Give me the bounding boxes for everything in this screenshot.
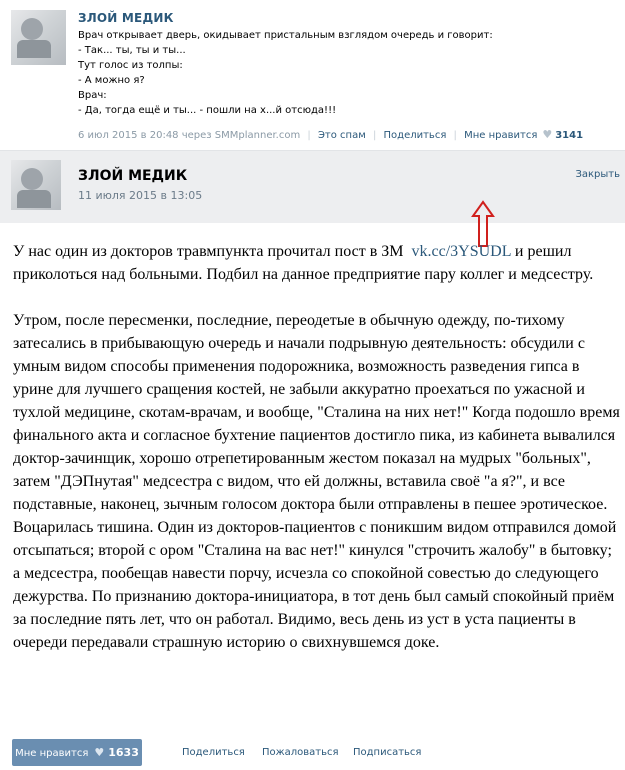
post-date[interactable]: 11 июля 2015 в 13:05 [78, 189, 203, 202]
heart-icon: ♥ [542, 128, 553, 141]
post-header [0, 150, 625, 223]
quoted-line: - А можно я? [78, 75, 145, 86]
post-author-name[interactable]: ЗЛОЙ МЕДИК [78, 168, 188, 184]
quoted-post-text [78, 28, 598, 118]
subscribe-button[interactable]: Подписаться [353, 747, 422, 758]
post-footer [0, 735, 625, 770]
post-paragraph [13, 240, 621, 286]
quoted-line: Врач: [78, 90, 107, 101]
share-link[interactable]: Поделиться [383, 130, 447, 141]
quoted-like-label: Мне нравится [464, 130, 538, 141]
like-count: 1633 [108, 746, 139, 759]
spam-link[interactable]: Это спам [317, 130, 366, 141]
quoted-like-count: 3141 [555, 130, 584, 141]
post-paragraph-text: У нас один из докторов травмпункта прочитал пост в ЗМ [13, 243, 404, 260]
share-button[interactable]: Поделиться [182, 747, 245, 758]
quoted-post-date[interactable]: 6 июл 2015 в 20:48 через SMMplanner.com [78, 130, 301, 141]
post-paragraph: Утром, после пересменки, последние, переодетые в обычную одежду, по-тихому затесались в прибывающую очередь и начали подрывную деятельность: обсудили с умным видом способы применения подорожника, возможность разведения гипса в урине для лучшего сращения костей, не забыли аккуратно проехаться по ужасной и тухлой медицине, скотам-врачам, и вообще, "Сталина на них нет!" Когда подошло время финального акта и согласное бухтение пациентов достигло пика, из кабинета вывалился доктор-зачинщик, хорошо отрепетированным жестом показал на мудрых "больных", затем "ДЭПнутая" медсестра с видом, что ей должны, вставила своё "а я?", и все подставные, наконец, зычным голосом доктора были отправлены в пешее эротическое. Воцарилась тишина. Один из докторов-пациентов с поникшим видом отправился домой отсыпаться; второй с ором "Сталина на вас нет!" кинулся "строчить жалобу" в бытовку; а медсестра, пообещав навести порчу, исчезла со спокойной совестью до следующего дежурства. По признанию доктора-инициатора, в тот день был самый спокойный приём за последние пять лет, что он работал. Видимо, весь день из уст в уста пациенты в очереди передавали страшную историю о свихнувшемся доке. [13, 312, 620, 651]
heart-icon: ♥ [94, 746, 105, 759]
quoted-line: Врач открывает дверь, окидывает пристальным взглядом очередь и говорит: [78, 30, 493, 41]
close-button[interactable]: Закрыть [575, 169, 620, 180]
report-button[interactable]: Пожаловаться [262, 747, 339, 758]
like-button[interactable] [12, 739, 142, 766]
divider: | [372, 130, 377, 141]
quoted-line: - Да, тогда ещё и ты... - пошли на х...й отсюда!!! [78, 105, 337, 116]
quoted-line: - Так... ты, ты и ты... [78, 45, 186, 56]
post-author-avatar[interactable] [11, 160, 61, 210]
quoted-line: Тут голос из толпы: [78, 60, 183, 71]
divider: | [307, 130, 311, 141]
quoted-like-link[interactable] [464, 130, 583, 141]
quoted-author-avatar[interactable] [11, 10, 66, 65]
divider: | [453, 130, 457, 141]
like-button-label: Мне нравится [15, 748, 89, 759]
post-paragraph-text: и решил приколоться над больными. Подбил на данное предприятие пару коллег и медсестру. [13, 243, 594, 283]
quoted-author-name[interactable]: ЗЛОЙ МЕДИК [78, 11, 174, 25]
post-body [13, 240, 621, 654]
short-link[interactable]: vk.cc/3YSUDL [411, 243, 511, 260]
quoted-post [0, 0, 625, 150]
quoted-post-meta [78, 128, 583, 141]
